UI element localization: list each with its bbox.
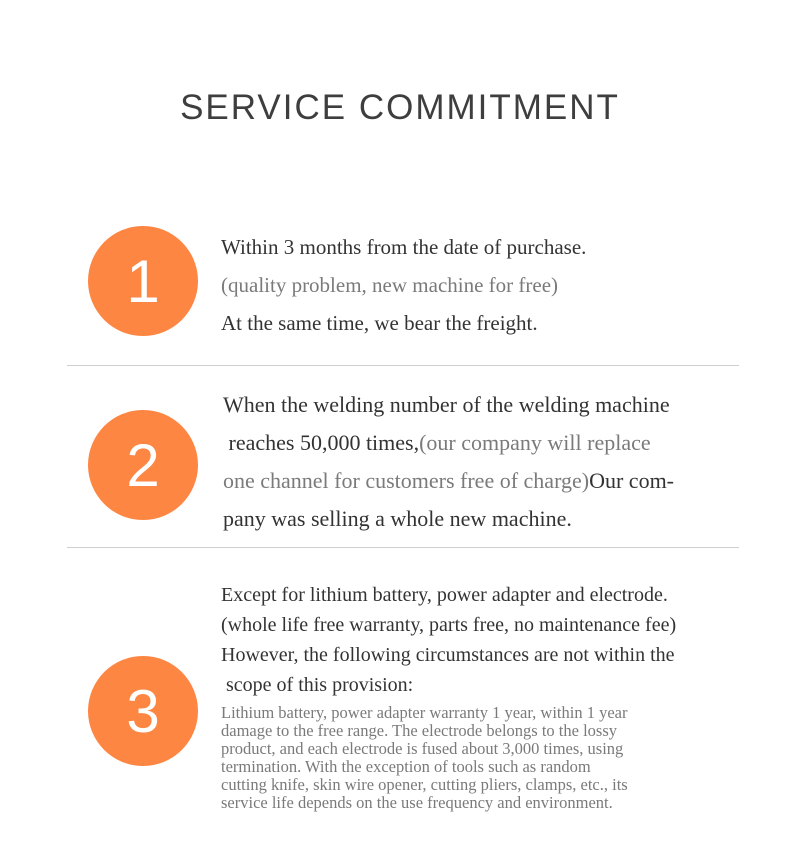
item-3-fine-print xyxy=(221,704,628,812)
item-2-line-4-text: pany was selling a whole new machine. xyxy=(223,506,572,531)
fine-print-line: Lithium battery, power adapter warranty 1 year, within 1 year xyxy=(221,703,628,722)
item-2-line-1 xyxy=(223,386,674,424)
item-2-line-2 xyxy=(223,424,674,462)
fine-print-line: damage to the free range. The electrode belongs to the lossy xyxy=(221,721,618,740)
fine-print-line: cutting knife, skin wire opener, cutting pliers, clamps, etc., its xyxy=(221,775,628,794)
section-divider-2 xyxy=(67,547,739,548)
fine-print-line: termination. With the exception of tools such as random xyxy=(221,757,591,776)
item-1-line-1: Within 3 months from the date of purchase. xyxy=(221,235,587,259)
fine-print-line: product, and each electrode is fused about 3,000 times, using xyxy=(221,739,624,758)
item-1-line-2: (quality problem, new machine for free) xyxy=(221,273,559,297)
item-2-line-3-note: one channel for customers free of charge) xyxy=(223,468,590,493)
item-1-line-3: At the same time, we bear the freight. xyxy=(221,311,538,335)
section-divider-1 xyxy=(67,365,739,366)
step-number-badge-1: 1 xyxy=(88,226,198,336)
item-2-line-3-text: Our com- xyxy=(589,468,675,493)
item-2-line-3 xyxy=(223,462,674,500)
item-3-line-2: (whole life free warranty, parts free, no maintenance fee) xyxy=(221,614,677,636)
commitment-item-1 xyxy=(221,228,586,342)
step-number-badge-2: 2 xyxy=(88,410,198,520)
item-2-line-4 xyxy=(223,500,674,538)
commitment-item-3 xyxy=(221,580,676,700)
page-title: SERVICE COMMITMENT xyxy=(180,88,620,127)
item-2-line-2-text: reaches 50,000 times, xyxy=(223,430,420,455)
commitment-item-2 xyxy=(223,386,674,538)
item-2-line-1-text: When the welding number of the welding machine xyxy=(223,392,670,417)
fine-print-line: service life depends on the use frequency and environment. xyxy=(221,793,613,812)
item-3-line-3: However, the following circumstances are not within the xyxy=(221,644,675,666)
item-3-line-4: scope of this provision: xyxy=(221,674,414,696)
step-number-badge-3: 3 xyxy=(88,656,198,766)
item-3-line-1: Except for lithium battery, power adapter and electrode. xyxy=(221,584,668,606)
item-2-line-2-note: (our company will replace xyxy=(419,430,651,455)
